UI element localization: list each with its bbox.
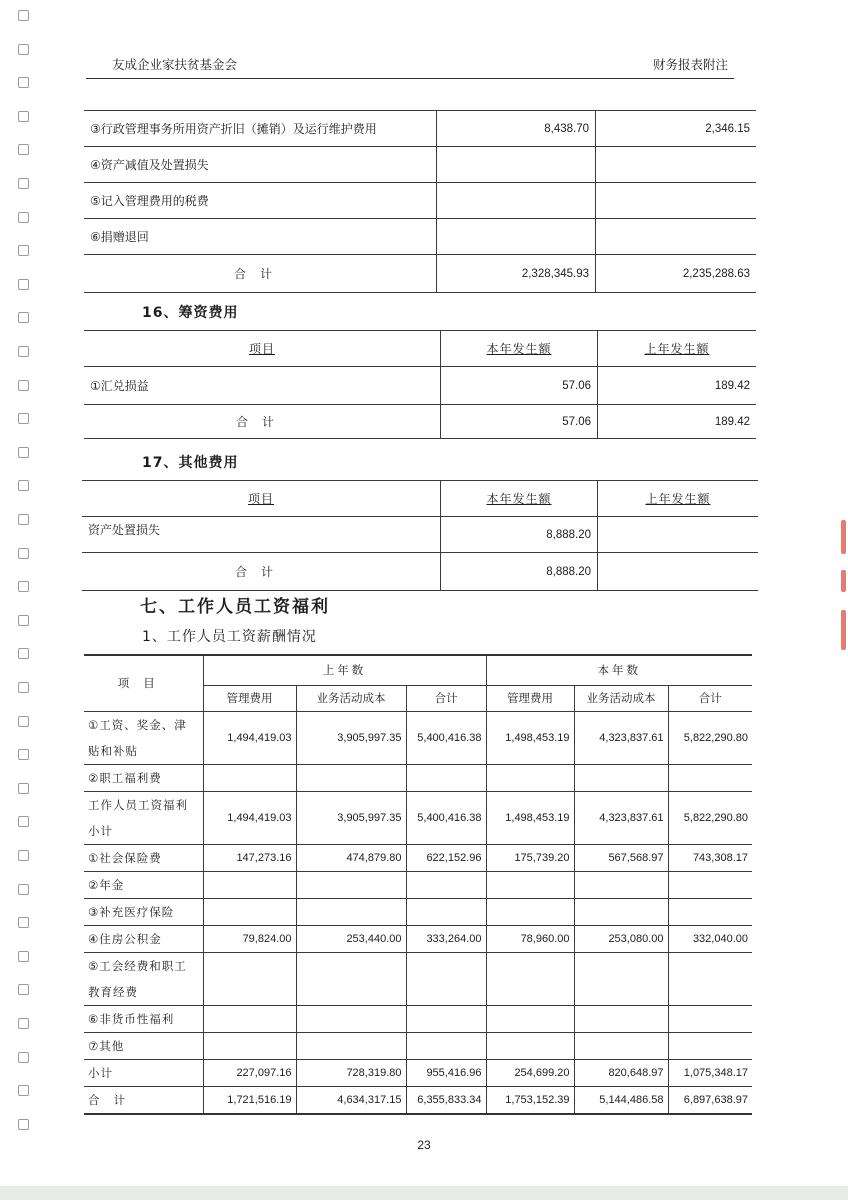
subheader-business: 业务活动成本 bbox=[296, 685, 406, 711]
chapter-title: 七、工作人员工资福利 bbox=[140, 597, 330, 617]
amount-cell bbox=[406, 764, 486, 791]
binder-hole bbox=[18, 917, 29, 928]
total-label: 合计 bbox=[84, 405, 441, 439]
amount-cell bbox=[486, 1032, 574, 1059]
section-17-title: 17、其他费用 bbox=[142, 455, 239, 471]
prior-amount bbox=[596, 183, 757, 219]
amount-cell: 4,323,837.61 bbox=[574, 791, 668, 844]
current-amount bbox=[437, 219, 596, 255]
table-row bbox=[84, 952, 752, 1005]
amount-cell bbox=[296, 871, 406, 898]
prior-amount: 189.42 bbox=[598, 367, 757, 405]
prior-amount bbox=[596, 147, 757, 183]
wage-table-body bbox=[84, 711, 752, 1114]
page-header bbox=[86, 52, 734, 79]
total-current: 2,328,345.93 bbox=[437, 255, 596, 293]
page-bottom-edge bbox=[0, 1186, 848, 1200]
header-prior: 上年发生额 bbox=[598, 331, 757, 367]
table-row bbox=[82, 517, 758, 553]
amount-cell: 728,319.80 bbox=[296, 1059, 406, 1086]
binder-hole bbox=[18, 514, 29, 525]
total-current: 8,888.20 bbox=[441, 553, 598, 591]
table-header-row bbox=[84, 331, 756, 367]
amount-cell: 1,753,152.39 bbox=[486, 1086, 574, 1114]
amount-cell: 79,824.00 bbox=[203, 925, 296, 952]
total-label: 合计 bbox=[84, 255, 437, 293]
row-label: ⑦其他 bbox=[84, 1032, 203, 1059]
table-row bbox=[84, 1032, 752, 1059]
row-label: ①工资、奖金、津贴和补贴 bbox=[84, 711, 203, 764]
table-row bbox=[84, 183, 756, 219]
wage-table bbox=[84, 654, 752, 1115]
amount-cell bbox=[668, 764, 752, 791]
binder-hole bbox=[18, 178, 29, 189]
total-row bbox=[84, 255, 756, 293]
row-label: ①社会保险费 bbox=[84, 844, 203, 871]
table-row bbox=[84, 367, 756, 405]
table-row bbox=[84, 1005, 752, 1032]
prior-amount bbox=[596, 219, 757, 255]
header-item: 项目 bbox=[84, 331, 441, 367]
row-label: ⑥非货币性福利 bbox=[84, 1005, 203, 1032]
binder-hole bbox=[18, 1052, 29, 1063]
binder-hole bbox=[18, 279, 29, 290]
binder-hole bbox=[18, 682, 29, 693]
amount-cell bbox=[486, 764, 574, 791]
amount-cell: 5,400,416.38 bbox=[406, 711, 486, 764]
total-row bbox=[82, 553, 758, 591]
header-current-year: 本年数 bbox=[486, 655, 752, 685]
binder-hole bbox=[18, 951, 29, 962]
table-row bbox=[84, 711, 752, 764]
table-row bbox=[84, 147, 756, 183]
amount-cell: 4,634,317.15 bbox=[296, 1086, 406, 1114]
amount-cell: 820,648.97 bbox=[574, 1059, 668, 1086]
amount-cell bbox=[574, 898, 668, 925]
total-label: 合计 bbox=[82, 553, 441, 591]
subheader-total: 合计 bbox=[668, 685, 752, 711]
binder-hole bbox=[18, 144, 29, 155]
amount-cell: 3,905,997.35 bbox=[296, 791, 406, 844]
amount-cell bbox=[296, 898, 406, 925]
amount-cell bbox=[668, 1032, 752, 1059]
amount-cell: 333,264.00 bbox=[406, 925, 486, 952]
table-row bbox=[84, 871, 752, 898]
amount-cell bbox=[668, 898, 752, 925]
subheader-admin: 管理费用 bbox=[486, 685, 574, 711]
amount-cell bbox=[406, 952, 486, 1005]
row-label: ③行政管理事务所用资产折旧（摊销）及运行维护费用 bbox=[84, 111, 437, 147]
current-amount: 8,438.70 bbox=[437, 111, 596, 147]
binder-hole bbox=[18, 111, 29, 122]
row-label: ②职工福利费 bbox=[84, 764, 203, 791]
amount-cell: 955,416.96 bbox=[406, 1059, 486, 1086]
binder-hole bbox=[18, 10, 29, 21]
binder-hole bbox=[18, 44, 29, 55]
amount-cell: 253,440.00 bbox=[296, 925, 406, 952]
other-expense-table bbox=[82, 480, 758, 591]
amount-cell: 78,960.00 bbox=[486, 925, 574, 952]
binder-hole bbox=[18, 1085, 29, 1096]
binder-hole bbox=[18, 77, 29, 88]
amount-cell bbox=[574, 764, 668, 791]
row-label: 合计 bbox=[84, 1086, 203, 1114]
binder-hole bbox=[18, 783, 29, 794]
amount-cell bbox=[296, 1005, 406, 1032]
total-row bbox=[84, 405, 756, 439]
amount-cell: 1,721,516.19 bbox=[203, 1086, 296, 1114]
binder-hole bbox=[18, 245, 29, 256]
amount-cell: 253,080.00 bbox=[574, 925, 668, 952]
amount-cell: 5,822,290.80 bbox=[668, 791, 752, 844]
amount-cell bbox=[203, 898, 296, 925]
section-16-title: 16、筹资费用 bbox=[142, 305, 239, 321]
amount-cell: 6,355,833.34 bbox=[406, 1086, 486, 1114]
table-row bbox=[84, 219, 756, 255]
subheader-total: 合计 bbox=[406, 685, 486, 711]
binder-hole bbox=[18, 716, 29, 727]
header-item: 项目 bbox=[82, 481, 441, 517]
amount-cell bbox=[406, 1005, 486, 1032]
prior-amount bbox=[598, 517, 759, 553]
current-amount bbox=[437, 183, 596, 219]
amount-cell: 6,897,638.97 bbox=[668, 1086, 752, 1114]
binder-hole bbox=[18, 615, 29, 626]
binder-hole bbox=[18, 884, 29, 895]
total-prior: 2,235,288.63 bbox=[596, 255, 757, 293]
amount-cell bbox=[574, 952, 668, 1005]
binder-hole bbox=[18, 413, 29, 424]
current-amount: 57.06 bbox=[441, 367, 598, 405]
current-amount: 8,888.20 bbox=[441, 517, 598, 553]
amount-cell: 567,568.97 bbox=[574, 844, 668, 871]
amount-cell bbox=[486, 1005, 574, 1032]
row-label: 小计 bbox=[84, 1059, 203, 1086]
amount-cell bbox=[574, 871, 668, 898]
amount-cell bbox=[574, 1032, 668, 1059]
seal-stamp-edge bbox=[834, 520, 848, 660]
binder-hole bbox=[18, 380, 29, 391]
amount-cell: 227,097.16 bbox=[203, 1059, 296, 1086]
amount-cell bbox=[406, 871, 486, 898]
binder-hole bbox=[18, 1119, 29, 1130]
amount-cell: 5,822,290.80 bbox=[668, 711, 752, 764]
amount-cell: 474,879.80 bbox=[296, 844, 406, 871]
header-current: 本年发生额 bbox=[441, 331, 598, 367]
amount-cell: 4,323,837.61 bbox=[574, 711, 668, 764]
row-label: ②年金 bbox=[84, 871, 203, 898]
total-prior bbox=[598, 553, 759, 591]
amount-cell bbox=[203, 764, 296, 791]
total-row bbox=[84, 1086, 752, 1114]
amount-cell: 1,494,419.03 bbox=[203, 791, 296, 844]
binder-hole bbox=[18, 548, 29, 559]
financing-expense-table bbox=[84, 330, 756, 439]
amount-cell bbox=[486, 871, 574, 898]
binder-hole bbox=[18, 984, 29, 995]
amount-cell bbox=[668, 1005, 752, 1032]
table-row bbox=[84, 111, 756, 147]
amount-cell: 5,144,486.58 bbox=[574, 1086, 668, 1114]
binder-hole bbox=[18, 850, 29, 861]
amount-cell: 3,905,997.35 bbox=[296, 711, 406, 764]
amount-cell bbox=[668, 871, 752, 898]
subheader-admin: 管理费用 bbox=[203, 685, 296, 711]
amount-cell: 1,498,453.19 bbox=[486, 711, 574, 764]
amount-cell: 1,498,453.19 bbox=[486, 791, 574, 844]
amount-cell: 254,699.20 bbox=[486, 1059, 574, 1086]
amount-cell bbox=[668, 952, 752, 1005]
binder-hole bbox=[18, 581, 29, 592]
table-row bbox=[84, 764, 752, 791]
amount-cell: 1,494,419.03 bbox=[203, 711, 296, 764]
admin-expense-table bbox=[84, 110, 756, 293]
amount-cell bbox=[486, 898, 574, 925]
prior-amount: 2,346.15 bbox=[596, 111, 757, 147]
row-label: ⑤记入管理费用的税费 bbox=[84, 183, 437, 219]
page-number: 23 bbox=[417, 1138, 431, 1152]
row-label: ④住房公积金 bbox=[84, 925, 203, 952]
table-header-row bbox=[84, 655, 752, 685]
binder-hole bbox=[18, 447, 29, 458]
amount-cell bbox=[406, 898, 486, 925]
table-row bbox=[84, 898, 752, 925]
row-label: ①汇兑损益 bbox=[84, 367, 441, 405]
organization-name: 友成企业家扶贫基金会 bbox=[112, 57, 238, 72]
amount-cell: 5,400,416.38 bbox=[406, 791, 486, 844]
table-row bbox=[84, 791, 752, 844]
binder-hole bbox=[18, 346, 29, 357]
row-label: 工作人员工资福利小计 bbox=[84, 791, 203, 844]
binder-hole bbox=[18, 816, 29, 827]
amount-cell bbox=[203, 1032, 296, 1059]
table-row bbox=[84, 1059, 752, 1086]
subsection-title: 1、工作人员工资薪酬情况 bbox=[142, 629, 317, 645]
binder-hole bbox=[18, 648, 29, 659]
binder-holes bbox=[18, 10, 32, 1160]
table-header-row bbox=[82, 481, 758, 517]
amount-cell bbox=[486, 952, 574, 1005]
amount-cell bbox=[574, 1005, 668, 1032]
amount-cell bbox=[296, 952, 406, 1005]
table-row bbox=[84, 925, 752, 952]
header-current: 本年发生额 bbox=[441, 481, 598, 517]
subheader-business: 业务活动成本 bbox=[574, 685, 668, 711]
header-prior: 上年发生额 bbox=[598, 481, 759, 517]
amount-cell bbox=[406, 1032, 486, 1059]
binder-hole bbox=[18, 212, 29, 223]
row-label: 资产处置损失 bbox=[82, 517, 441, 553]
amount-cell bbox=[203, 871, 296, 898]
binder-hole bbox=[18, 312, 29, 323]
amount-cell bbox=[296, 1032, 406, 1059]
amount-cell: 1,075,348.17 bbox=[668, 1059, 752, 1086]
row-label: ⑤工会经费和职工教育经费 bbox=[84, 952, 203, 1005]
row-label: ④资产减值及处置损失 bbox=[84, 147, 437, 183]
amount-cell: 332,040.00 bbox=[668, 925, 752, 952]
amount-cell bbox=[203, 952, 296, 1005]
total-current: 57.06 bbox=[441, 405, 598, 439]
row-label: ③补充医疗保险 bbox=[84, 898, 203, 925]
total-prior: 189.42 bbox=[598, 405, 757, 439]
current-amount bbox=[437, 147, 596, 183]
binder-hole bbox=[18, 749, 29, 760]
binder-hole bbox=[18, 1018, 29, 1029]
table-row bbox=[84, 844, 752, 871]
amount-cell: 743,308.17 bbox=[668, 844, 752, 871]
amount-cell bbox=[296, 764, 406, 791]
header-item: 项目 bbox=[84, 655, 203, 711]
row-label: ⑥捐赠退回 bbox=[84, 219, 437, 255]
amount-cell bbox=[203, 1005, 296, 1032]
amount-cell: 147,273.16 bbox=[203, 844, 296, 871]
binder-hole bbox=[18, 480, 29, 491]
amount-cell: 622,152.96 bbox=[406, 844, 486, 871]
amount-cell: 175,739.20 bbox=[486, 844, 574, 871]
header-prior-year: 上年数 bbox=[203, 655, 486, 685]
document-name: 财务报表附注 bbox=[652, 57, 728, 72]
